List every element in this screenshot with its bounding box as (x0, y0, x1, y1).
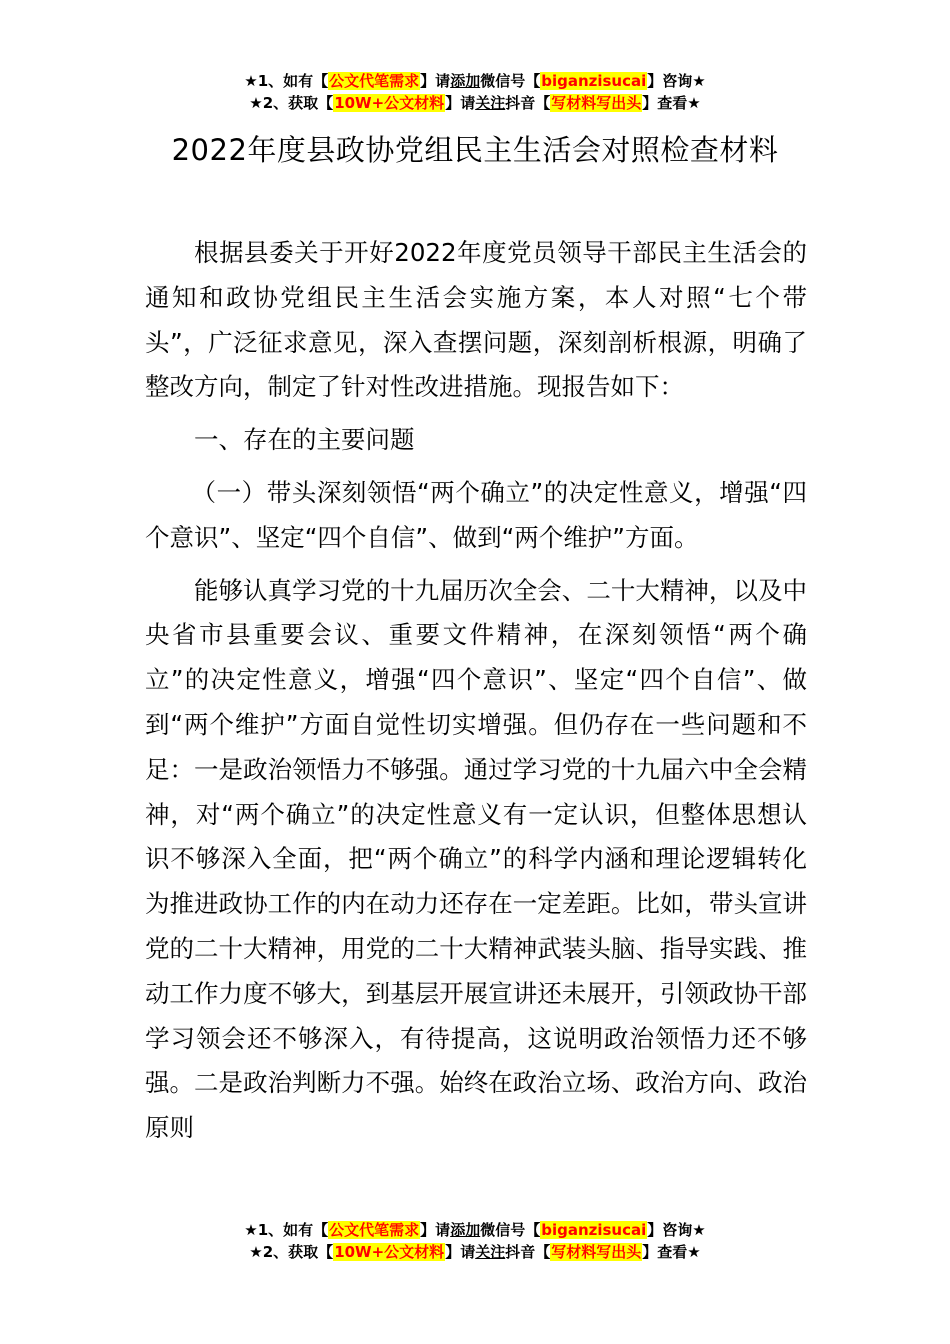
banner-highlight: 公文代笔需求 (329, 72, 420, 90)
banner-douyin-name: 写材料写出头 (551, 1243, 642, 1261)
banner-highlight: 公文代笔需求 (329, 1221, 420, 1239)
banner-line-1: ★1、如有【公文代笔需求】请添加微信号【biganzisucai】咨询★ (244, 72, 706, 90)
intro-paragraph: 根据县委关于开好2022年度党员领导干部民主生活会的通知和政协党组民主生活会实施方案，本人对照“七个带头”，广泛征求意见，深入查摆问题，深刻剖析根源，明确了整改方向，制定了针对性改进措施。现报告如下： (145, 238, 807, 402)
banner-line-2: ★2、获取【10W+公文材料】请关注抖音【写材料写出头】查看★ (249, 94, 701, 112)
header-banner (0, 70, 950, 114)
banner-line-1: ★1、如有【公文代笔需求】请添加微信号【biganzisucai】咨询★ (244, 1221, 706, 1239)
subsection-heading: （一）带头深刻领悟“两个确立”的决定性意义，增强“四个意识”、坚定“四个自信”、做到“两个维护”方面。 (145, 477, 807, 552)
document-title: 2022年度县政协党组民主生活会对照检查材料 (171, 133, 779, 167)
banner-highlight: 10W+公文材料 (334, 94, 445, 112)
body-paragraph: 能够认真学习党的十九届历次全会、二十大精神，以及中央省市县重要会议、重要文件精神，在深刻领悟“两个确立”的决定性意义，增强“四个意识”、坚定“四个自信”、做到“两个维护”方面自觉性切实增强。但仍存在一些问题和不足：一是政治领悟力不够强。通过学习党的十九届六中全会精神，对“两个确立”的决定性意义有一定认识，但整体思想认识不够深入全面，把“两个确立”的科学内涵和理论逻辑转化为推进政协工作的内在动力还存在一定差距。比如，带头宣讲党的二十大精神，用党的二十大精神武装头脑、指导实践、推动工作力度不够大，到基层开展宣讲还未展开，引领政协干部学习领会还不够深入，有待提高，这说明政治领悟力还不够强。二是政治判断力不强。始终在政治立场、政治方向、政治原则 (145, 575, 807, 1143)
document-body (145, 231, 807, 1151)
banner-line-2: ★2、获取【10W+公文材料】请关注抖音【写材料写出头】查看★ (249, 1243, 701, 1261)
banner-highlight: 10W+公文材料 (334, 1243, 445, 1261)
footer-banner (0, 1219, 950, 1263)
banner-douyin-name: 写材料写出头 (551, 94, 642, 112)
section-heading: 一、存在的主要问题 (194, 425, 415, 455)
banner-wechat-id: biganzisucai (541, 72, 647, 90)
banner-wechat-id: biganzisucai (541, 1221, 647, 1239)
